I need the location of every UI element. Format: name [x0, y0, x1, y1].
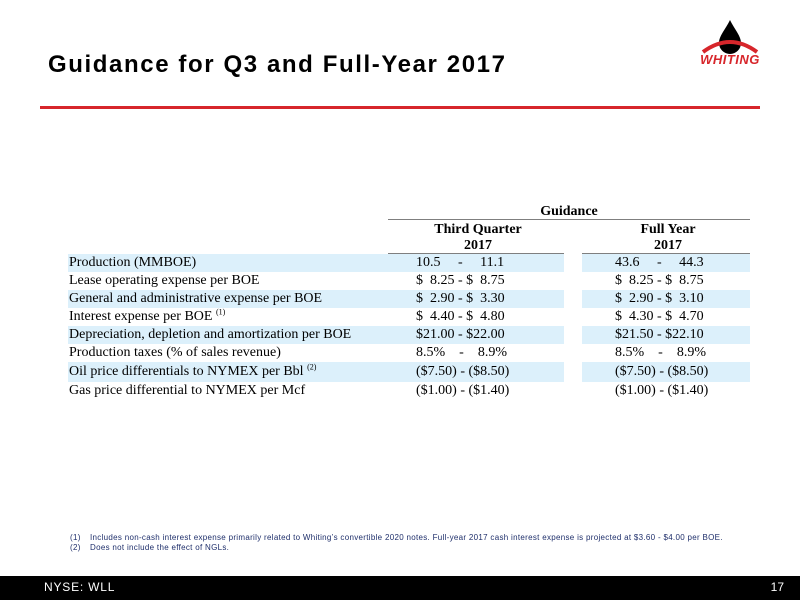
- column-header-line: 2017: [654, 238, 682, 253]
- table-row: [68, 326, 750, 344]
- table-row: [68, 382, 750, 400]
- full-year-value: ($1.00) - ($1.40): [615, 383, 709, 398]
- full-year-value: $ 8.25 - $ 8.75: [615, 273, 704, 288]
- table-row: [68, 308, 750, 326]
- footnotes: [70, 533, 750, 553]
- whiting-logo: [695, 18, 765, 78]
- full-year-value: $ 4.30 - $ 4.70: [615, 309, 704, 324]
- oil-drop-icon: [695, 18, 765, 54]
- full-year-value: 8.5% - 8.9%: [615, 345, 706, 360]
- footnote-ref: (2): [307, 362, 317, 372]
- column-header-third-quarter: [408, 222, 548, 254]
- row-label-text: Interest expense per BOE: [69, 309, 213, 324]
- footnote-ref: (1): [215, 307, 226, 317]
- full-year-value: $21.50 - $22.10: [615, 327, 704, 342]
- column-header-line: 2017: [464, 238, 492, 253]
- row-label: Lease operating expense per BOE: [69, 273, 260, 288]
- page-number: 17: [770, 580, 784, 594]
- row-label: Gas price differential to NYMEX per Mcf: [69, 383, 306, 398]
- full-year-value: ($7.50) - ($8.50): [615, 364, 709, 379]
- footer-bar: [0, 576, 800, 600]
- row-label: Production (MMBOE): [69, 255, 197, 270]
- footnote: [70, 543, 750, 553]
- row-label: General and administrative expense per BOE: [69, 291, 323, 306]
- column-header-line: Full Year: [640, 222, 696, 237]
- title-divider: [40, 106, 760, 109]
- full-year-value: 43.6 - 44.3: [615, 255, 704, 270]
- q3-value: $ 2.90 - $ 3.30: [416, 291, 505, 306]
- q3-value: ($1.00) - ($1.40): [416, 383, 510, 398]
- footnote-text: Includes non-cash interest expense primarily related to Whiting’s convertible 2020 notes. Full-year 2017 cash interest expense is projected at $3.60 - $4.00 per BOE.: [90, 533, 723, 542]
- q3-value: ($7.50) - ($8.50): [416, 364, 510, 379]
- footnote-number: (1): [70, 533, 81, 542]
- column-header-line: Third Quarter: [434, 222, 522, 237]
- row-label: [69, 308, 225, 326]
- table-row: [68, 362, 750, 382]
- row-label: [69, 362, 316, 382]
- table-row: [68, 344, 750, 362]
- footnote-text: Does not include the effect of NGLs.: [90, 543, 230, 552]
- table-row: [68, 290, 750, 308]
- column-header-full-year: [593, 222, 743, 254]
- guidance-header-label: Guidance: [540, 204, 598, 219]
- q3-value: $ 4.40 - $ 4.80: [416, 309, 505, 324]
- guidance-group-header: [68, 204, 750, 220]
- row-label-text: Oil price differentials to NYMEX per Bbl: [69, 364, 304, 379]
- row-label: Production taxes (% of sales revenue): [69, 345, 281, 360]
- table-row: [68, 272, 750, 290]
- q3-value: 8.5% - 8.9%: [416, 345, 507, 360]
- q3-value: $ 8.25 - $ 8.75: [416, 273, 505, 288]
- full-year-value: $ 2.90 - $ 3.10: [615, 291, 704, 306]
- slide-title: Guidance for Q3 and Full-Year 2017: [48, 51, 507, 78]
- row-label: Depreciation, depletion and amortization per BOE: [69, 327, 352, 342]
- q3-value: 10.5 - 11.1: [416, 255, 505, 270]
- q3-value: $21.00 - $22.00: [416, 327, 505, 342]
- footnote-number: (2): [70, 543, 81, 552]
- stock-ticker: NYSE: WLL: [44, 580, 116, 594]
- column-header-row: [68, 220, 750, 254]
- footnote: [70, 533, 750, 543]
- table-row: [68, 254, 750, 272]
- logo-wordmark: WHITING: [700, 52, 760, 67]
- guidance-table: [68, 204, 750, 400]
